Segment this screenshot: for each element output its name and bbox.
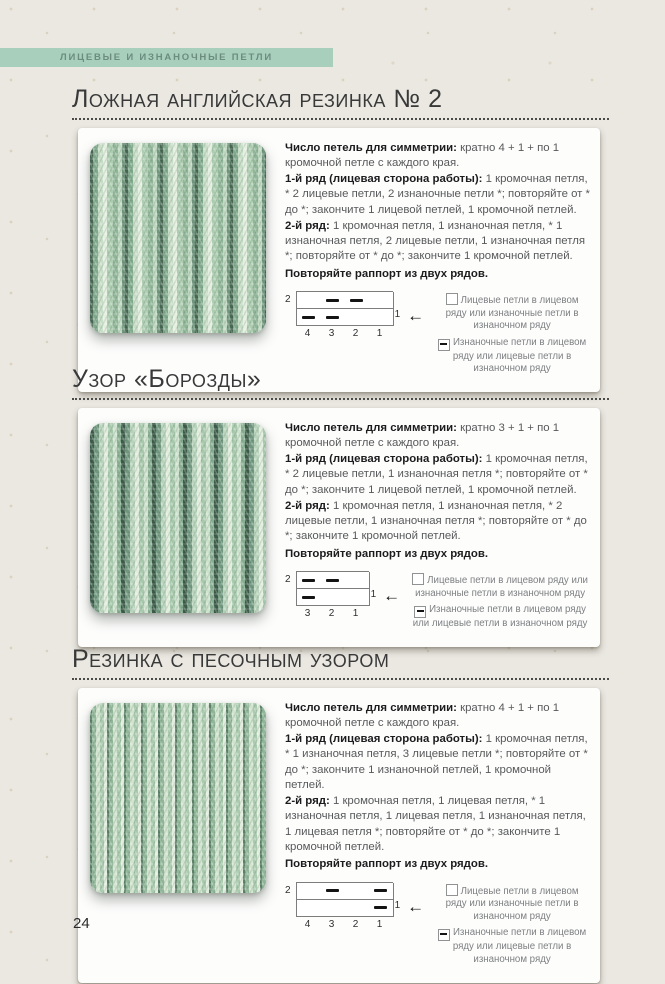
purl-stitch-symbol-icon <box>438 929 450 941</box>
column-numbers <box>296 608 369 619</box>
knit-stitch-symbol-icon <box>446 884 458 896</box>
section-title: Узор «Борозды» <box>72 365 262 393</box>
knit-swatch-photo <box>90 703 266 893</box>
paragraph-label: Число петель для симметрии: <box>285 701 457 714</box>
purl-dash-symbol <box>374 906 387 909</box>
title-dotted-rule <box>72 397 609 400</box>
section-sand-rib <box>72 646 609 983</box>
stitch-count-paragraph <box>285 421 590 452</box>
column-number: 3 <box>328 328 335 340</box>
stitch-chart <box>285 882 424 930</box>
paragraph-text: 1 кромочная петля, * 2 лицевые петли, 1 изнаночная петля *; повторяйте от * до *; закончите 1 лицевой петлей, 1 кромочной петлей. <box>285 453 588 496</box>
paragraph-text: 1 кромочная петля, 1 изнаночная петля, * 1 изнаночная петля, 2 лицевые петли, 1 изнаночная петля *; повторяйте от * до *; закончите 1 кромочной петлей. <box>285 219 586 263</box>
chart-grid-wrap <box>296 571 369 619</box>
chart-cell <box>369 883 394 900</box>
chart-cell <box>345 292 370 309</box>
chart-body <box>285 882 424 930</box>
chart-cell <box>297 900 322 917</box>
arrow-left-icon: ← <box>407 306 425 326</box>
paragraph-label: 1-й ряд (лицевая сторона работы): <box>285 173 483 186</box>
chart-cell <box>321 883 346 900</box>
paragraph-label: Повторяйте раппорт из двух рядов. <box>285 547 489 560</box>
section-title: Ложная английская резинка № 2 <box>72 85 443 113</box>
legend-item-purl <box>434 927 590 966</box>
chart-and-legend <box>285 571 590 635</box>
column-number: 3 <box>304 608 311 620</box>
arrow-left-icon: ← <box>383 586 401 606</box>
legend-item-knit <box>434 293 590 333</box>
paragraph-text: кратно 3 + 1 + по 1 кромочной петле с каждого края. <box>285 421 560 449</box>
chart-body <box>285 571 400 619</box>
purl-stitch-symbol-icon <box>414 606 426 618</box>
paragraph-label: 1-й ряд (лицевая сторона работы): <box>285 733 483 746</box>
column-number: 2 <box>352 918 359 930</box>
title-dotted-rule <box>72 677 609 680</box>
legend-purl-text: Изнаночные петли в лицевом ряду или лицевые петли в изнаночном ряду <box>452 927 587 966</box>
pattern-card <box>78 128 600 393</box>
paragraph-text: 1 кромочная петля, 1 изнаночная петля, * 2 лицевые петли, 1 изнаночная петля *; повторяйте от * до *; закончите 1 кромочной петлей. <box>285 499 587 543</box>
row-number-top: 2 <box>285 884 291 896</box>
chart-cell <box>345 572 370 589</box>
pattern-card <box>78 408 600 647</box>
purl-stitch-symbol-icon <box>438 339 450 351</box>
row-number-top: 2 <box>285 294 291 306</box>
legend-item-knit <box>434 884 590 924</box>
repeat-paragraph <box>285 857 590 872</box>
chart-grid-wrap <box>296 291 393 339</box>
paragraph-label: Повторяйте раппорт из двух рядов. <box>285 858 489 871</box>
row-number-bottom: 1 <box>394 899 401 911</box>
column-numbers <box>296 328 393 339</box>
chart-cell <box>369 309 394 326</box>
paragraph-label: 2-й ряд: <box>285 219 330 232</box>
chart-cell <box>321 589 346 606</box>
arrow-left-icon: ← <box>407 896 425 916</box>
column-numbers <box>296 919 393 930</box>
paragraph-label: 2-й ряд: <box>285 499 330 512</box>
column-number: 2 <box>352 328 359 340</box>
paragraph-label: Повторяйте раппорт из двух рядов. <box>285 267 489 280</box>
chart-grid <box>296 882 393 917</box>
row2-paragraph <box>285 219 590 265</box>
paragraph-text: 1 кромочная петля, * 1 изнаночная петля, 3 лицевые петли *; повторяйте от * до *; закончите 1 изнаночной петлей, 1 кромочной петлей. <box>285 733 588 791</box>
chapter-header-label: ЛИЦЕВЫЕ И ИЗНАНОЧНЫЕ ПЕТЛИ <box>60 52 273 63</box>
chart-cell <box>345 589 370 606</box>
column-number: 3 <box>328 918 335 930</box>
paragraph-text: 1 кромочная петля, 1 лицевая петля, * 1 изнаночная петля, 1 лицевая петля, 1 изнаночная петля, 1 лицевая петля *; повторяйте от * до *; закончите 1 кромочной петлей. <box>285 795 586 854</box>
row1-paragraph <box>285 732 590 793</box>
stitch-count-paragraph <box>285 141 590 172</box>
page-number: 24 <box>73 915 90 932</box>
chart-cell <box>297 883 322 900</box>
chart-grid <box>296 571 369 606</box>
paragraph-text: кратно 4 + 1 + по 1 кромочной петле с каждого края. <box>285 141 560 169</box>
purl-dash-symbol <box>302 596 315 599</box>
legend-item-purl <box>410 604 590 631</box>
chart-cell <box>321 900 346 917</box>
chart-cell <box>297 572 322 589</box>
section-furrows-pattern <box>72 366 609 647</box>
purl-dash-symbol <box>302 579 315 582</box>
section-false-english-rib <box>72 86 609 392</box>
stitch-chart <box>285 571 400 619</box>
purl-dash-symbol <box>302 316 315 319</box>
chart-cell <box>345 900 370 917</box>
paragraph-text: кратно 4 + 1 + по 1 кромочной петле с каждого края. <box>285 701 560 729</box>
chart-legend <box>434 882 590 971</box>
row-number-bottom: 1 <box>394 309 401 321</box>
chart-cell <box>297 309 322 326</box>
paragraph-label: Число петель для симметрии: <box>285 141 457 154</box>
chart-cell <box>345 883 370 900</box>
legend-knit-text: Лицевые петли в лицевом ряду или изнаночные петли в изнаночном ряду <box>445 295 579 332</box>
column-number: 1 <box>352 608 359 620</box>
stitch-chart <box>285 291 424 339</box>
paragraph-label: 1-й ряд (лицевая сторона работы): <box>285 453 483 466</box>
row2-paragraph <box>285 794 590 855</box>
purl-dash-symbol <box>374 889 387 892</box>
row-number-bottom: 1 <box>370 589 377 601</box>
chart-cell <box>321 309 346 326</box>
title-dotted-rule <box>72 117 609 120</box>
column-number: 4 <box>304 918 311 930</box>
column-number: 1 <box>376 328 383 340</box>
knit-swatch-photo <box>90 143 266 333</box>
chart-and-legend <box>285 882 590 971</box>
stitch-count-paragraph <box>285 701 590 732</box>
column-number: 4 <box>304 328 311 340</box>
knit-swatch-photo <box>90 423 266 613</box>
knit-stitch-symbol-icon <box>412 573 424 585</box>
row1-paragraph <box>285 172 590 218</box>
legend-knit-text: Лицевые петли в лицевом ряду или изнаночные петли в изнаночном ряду <box>415 575 588 599</box>
paragraph-text: 1 кромочная петля, * 2 лицевые петли, 2 изнаночные петли *; повторяйте от * до *; закончите 1 лицевой петлей, 1 кромочной петлей. <box>285 173 590 216</box>
chart-cell <box>345 309 370 326</box>
repeat-paragraph <box>285 547 590 562</box>
column-number: 1 <box>376 918 383 930</box>
knit-stitch-symbol-icon <box>446 293 458 305</box>
purl-dash-symbol <box>326 299 339 302</box>
legend-item-knit <box>410 573 590 600</box>
section-title: Резинка с песочным узором <box>72 645 390 673</box>
chart-cell <box>369 900 394 917</box>
pattern-card <box>78 688 600 983</box>
chart-legend <box>410 571 590 635</box>
chart-grid <box>296 291 393 326</box>
pattern-instructions <box>285 141 590 381</box>
repeat-paragraph <box>285 267 590 282</box>
paragraph-label: 2-й ряд: <box>285 795 330 808</box>
row-number-top: 2 <box>285 574 291 586</box>
chart-body <box>285 291 424 339</box>
legend-knit-text: Лицевые петли в лицевом ряду или изнаночные петли в изнаночном ряду <box>445 885 579 922</box>
chapter-header-bar <box>0 48 333 67</box>
chart-cell <box>297 589 322 606</box>
chart-cell <box>369 292 394 309</box>
purl-dash-symbol <box>326 889 339 892</box>
chart-cell <box>297 292 322 309</box>
chart-grid-wrap <box>296 882 393 930</box>
row1-paragraph <box>285 452 590 498</box>
chart-cell <box>321 292 346 309</box>
legend-purl-text: Изнаночные петли в лицевом ряду или лицевые петли в изнаночном ряду <box>452 336 587 375</box>
row2-paragraph <box>285 499 590 545</box>
chart-cell <box>321 572 346 589</box>
pattern-instructions <box>285 421 590 635</box>
pattern-instructions <box>285 701 590 971</box>
purl-dash-symbol <box>326 579 339 582</box>
column-number: 2 <box>328 608 335 620</box>
legend-purl-text: Изнаночные петли в лицевом ряду или лицевые петли в изнаночном ряду <box>412 604 588 630</box>
purl-dash-symbol <box>350 299 363 302</box>
purl-dash-symbol <box>326 316 339 319</box>
paragraph-label: Число петель для симметрии: <box>285 421 457 434</box>
